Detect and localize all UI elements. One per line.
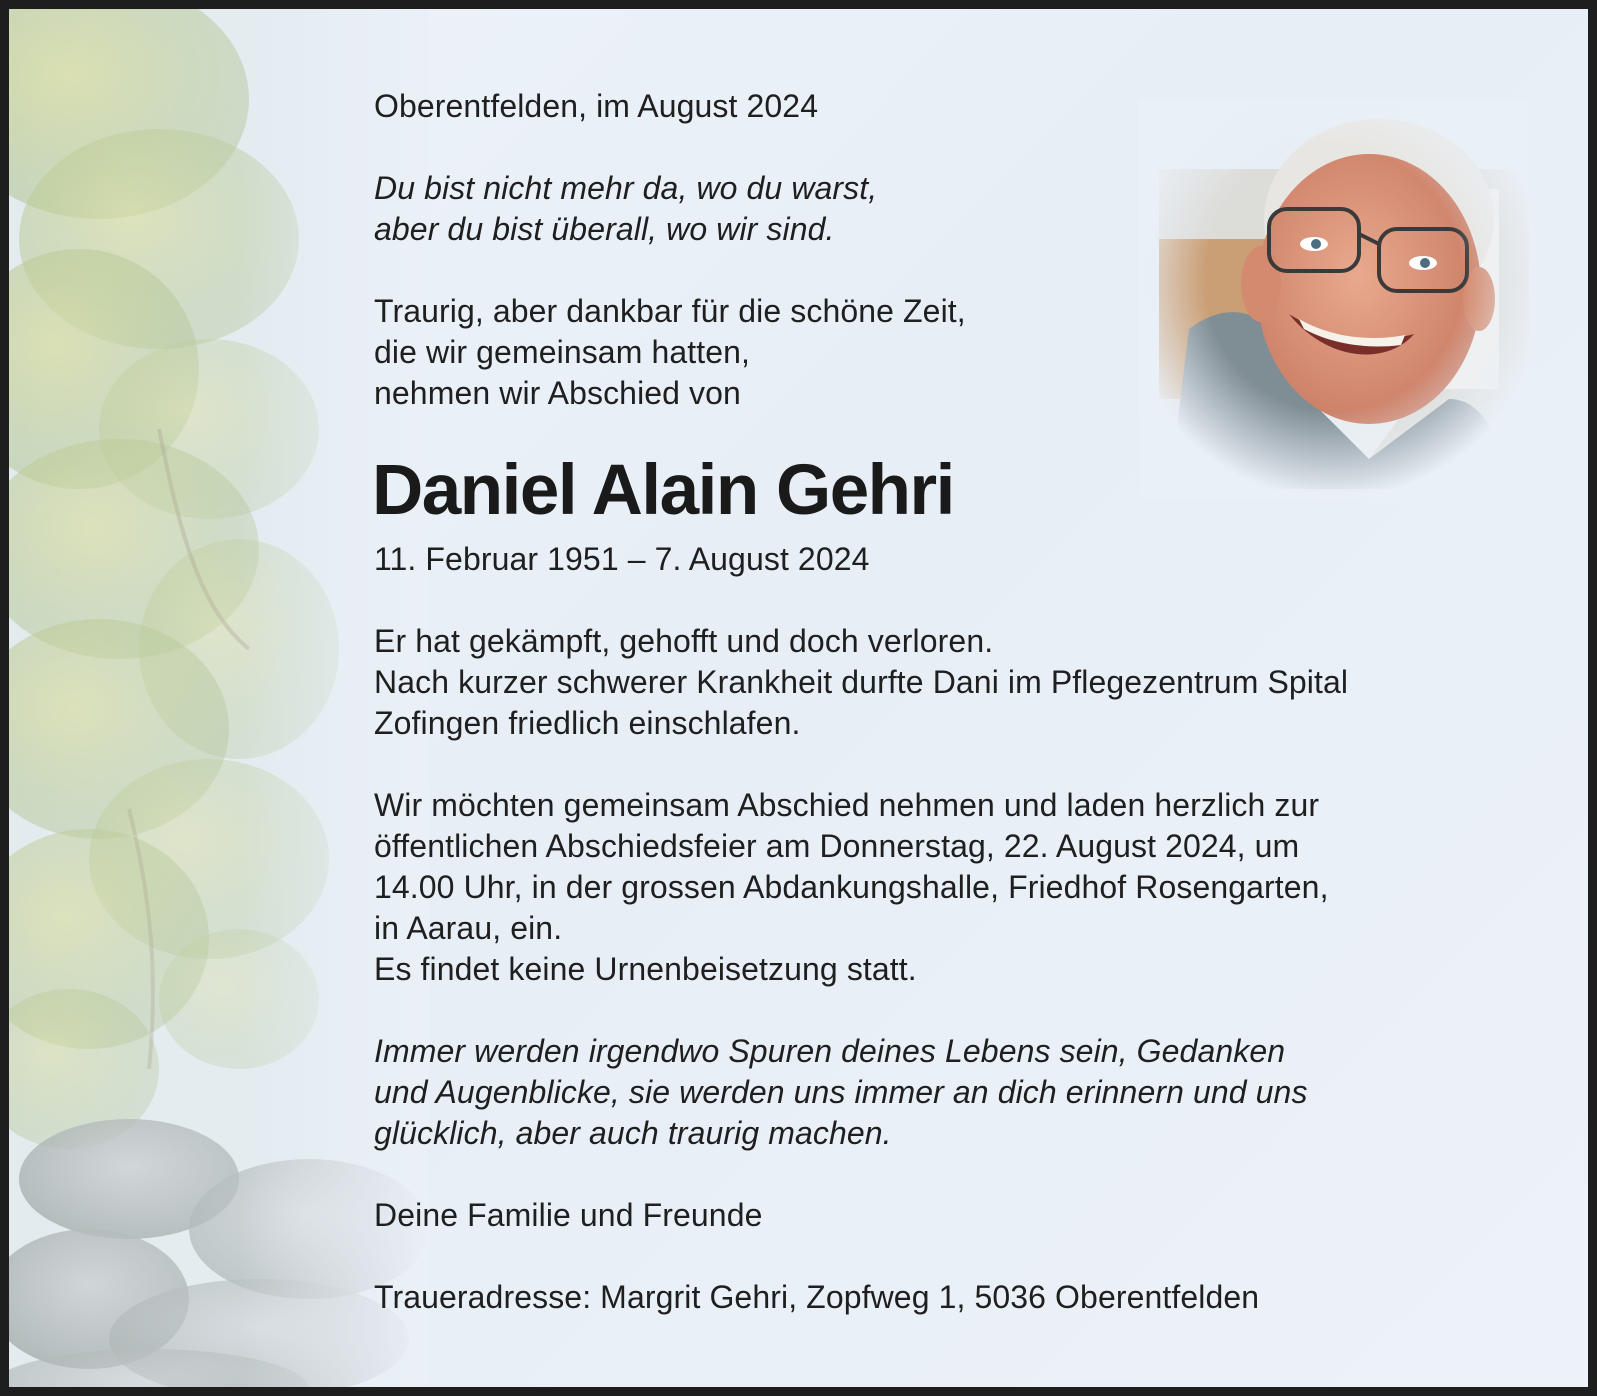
ceremony-line-4: in Aarau, ein. <box>374 910 563 946</box>
intro-line-3: nehmen wir Abschied von <box>374 375 741 411</box>
place-date: Oberentfelden, im August 2024 <box>374 88 819 124</box>
intro-line-1: Traurig, aber dankbar für die schöne Zeit, <box>374 293 966 329</box>
signature: Deine Familie und Freunde <box>374 1197 763 1233</box>
verse-bottom-line-2: und Augenblicke, sie werden uns immer an dich erinnern und uns <box>374 1074 1308 1110</box>
portrait-photo <box>1139 99 1529 499</box>
life-dates: 11. Februar 1951 – 7. August 2024 <box>374 541 870 577</box>
verse-top-line-1: Du bist nicht mehr da, wo du warst, <box>374 170 878 206</box>
verse-bottom-line-1: Immer werden irgendwo Spuren deines Lebens sein, Gedanken <box>374 1033 1286 1069</box>
ceremony-line-2: öffentlichen Abschiedsfeier am Donnerstag, 22. August 2024, um <box>374 828 1300 864</box>
intro-line-2: die wir gemeinsam hatten, <box>374 334 751 370</box>
illness-line-3: Zofingen friedlich einschlafen. <box>374 705 801 741</box>
ceremony-line-1: Wir möchten gemeinsam Abschied nehmen und laden herzlich zur <box>374 787 1320 823</box>
tree-background-image <box>9 9 429 1396</box>
mourning-address: Traueradresse: Margrit Gehri, Zopfweg 1, 5036 Oberentfelden <box>374 1279 1260 1315</box>
ceremony-line-3: 14.00 Uhr, in der grossen Abdankungshalle, Friedhof Rosengarten, <box>374 869 1329 905</box>
illness-line-1: Er hat gekämpft, gehofft und doch verloren. <box>374 623 994 659</box>
verse-top-line-2: aber du bist überall, wo wir sind. <box>374 211 835 247</box>
ceremony-line-5: Es findet keine Urnenbeisetzung statt. <box>374 951 917 987</box>
illness-line-2: Nach kurzer schwerer Krankheit durfte Dani im Pflegezentrum Spital <box>374 664 1349 700</box>
verse-bottom-line-3: glücklich, aber auch traurig machen. <box>374 1115 892 1151</box>
deceased-name: Daniel Alain Gehri <box>372 451 954 530</box>
